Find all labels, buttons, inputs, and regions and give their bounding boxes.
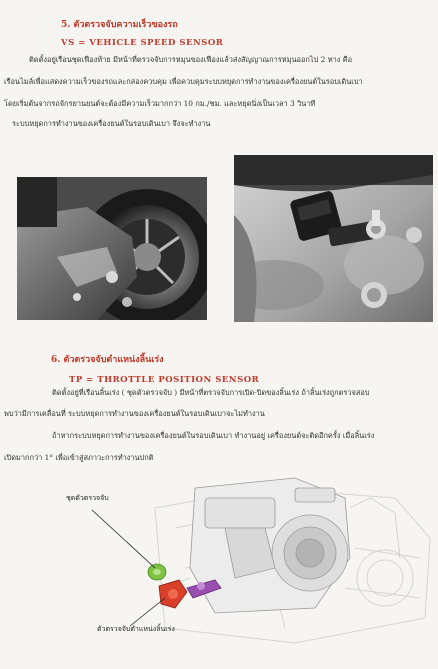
section-6-line-2: พบว่ามีการเคลื่อนที่ ระบบหยุดการทำงานของเครื่องยนต์ในรอบเดินเบาจะไม่ทำงาน [4, 409, 265, 418]
section-5-heading: 5. ตัวตรวจจับความเร็วของรถ [61, 20, 178, 30]
section-6-heading: 6. ตัวตรวจจับตำแหน่งลิ้นเร่ง [51, 355, 164, 365]
section-5-line-3: โดยเริ่มต้นจากรถจักรยานยนต์จะต้องมีความเร็วมากกว่า 10 กม./ชม. และหยุดนิ่งเป็นเวลา 3 วินาที [4, 99, 316, 108]
section-6-line-1: ติดตั้งอยู่ที่เรือนลิ้นเร่ง ( ชุดตัวตรวจจับ ) มีหน้าที่ตรวจจับการเปิด-ปิดของลิ้นเร่ง ถ้าลิ้นเร่งถูกตรวจสอบ [52, 388, 370, 397]
section-6-line-4: เปิดมากกว่า 1° เพื่อเข้าสู่สภาวะการทำงานปกติ [4, 453, 154, 462]
section-5-line-1: ติดตั้งอยู่เรือนชุดเฟืองท้าย มีหน้าที่ตรวจจับการหมุนของเฟืองแล้วส่งสัญญาณการหมุนออกไป 2 ทาง คือ [29, 55, 353, 64]
section-5-line-4: ระบบหยุดการทำงานของเครื่องยนต์ในรอบเดินเบา จึงจะทำงาน [12, 119, 211, 128]
section-6-line-3: ถ้าหากระบบหยุดการทำงานของเครื่องยนต์ในรอบเดินเบา ทำงานอยู่ เครื่องยนต์จะติดอีกครั้ง เมื่อลิ้นเร่ง [52, 431, 375, 440]
section-6-subheading: TP = THROTTLE POSITION SENSOR [69, 375, 260, 385]
sensor-set-label: ชุดตัวตรวจจับ [66, 494, 109, 502]
section-5-line-2: เรือนไมล์เพื่อแสดงความเร็วของรถและกล่องควบคุม เพื่อควบคุมระบบหยุดการทำงานของเครื่องยนต์ในรอบเดินเบา [4, 77, 363, 86]
throttle-position-sensor-label: ตัวตรวจจับตำแหน่งลิ้นเร่ง [97, 625, 175, 633]
section-5-subheading: VS = VEHICLE SPEED SENSOR [61, 38, 224, 48]
